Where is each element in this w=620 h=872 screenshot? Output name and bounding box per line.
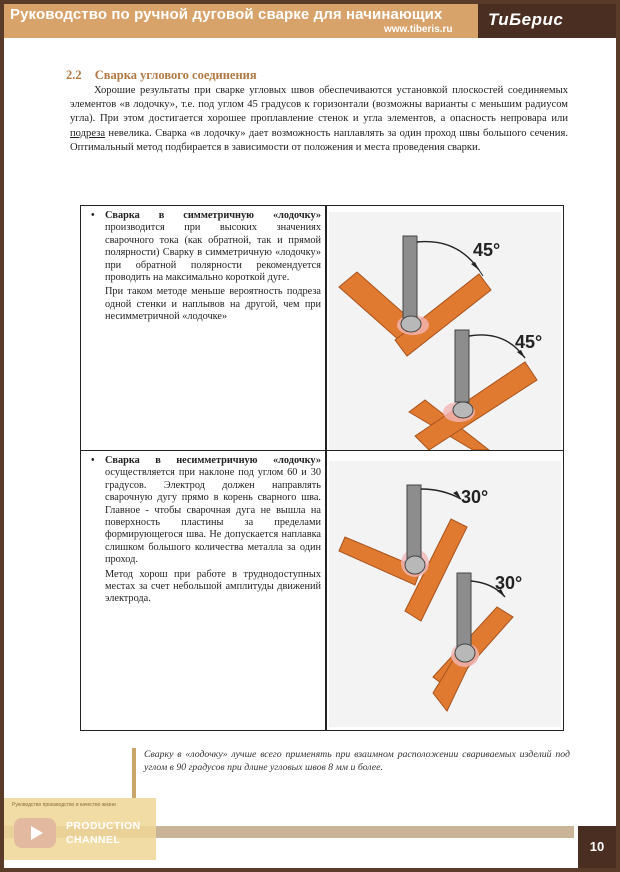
asymmetric-lead: Сварка в несимметричную «лодочку» xyxy=(105,455,321,466)
brand-logo-text: ТиБерис xyxy=(488,10,564,29)
intro-paragraph xyxy=(70,84,568,155)
note-callout xyxy=(132,748,570,798)
youtube-icon xyxy=(14,818,56,848)
symmetric-lead: Сварка в симметричную «лодочку» xyxy=(105,210,321,221)
page-number-box xyxy=(578,826,616,868)
table-row-symmetric xyxy=(81,206,563,451)
asymmetric-joint-top xyxy=(339,485,467,621)
watermark-line-1: PRODUCTION xyxy=(66,820,141,832)
note-text: Сварку в «лодочку» лучше всего применять при взаимном расположении свариваемых изделий под углом в 90 градусов при длине угловых швов 8 мм и более. xyxy=(144,749,570,773)
symmetric-description xyxy=(87,210,321,326)
asymmetric-description xyxy=(87,455,321,608)
asymmetric-text-2: Метод хорош при работе в труднодоступных местах за счет небольшой амплитуды движений электрода. xyxy=(105,568,321,605)
asymmetric-joint-bottom xyxy=(433,573,513,711)
watermark-line-2: CHANNEL xyxy=(66,834,121,846)
brand-logo xyxy=(478,4,616,38)
section-title: Сварка углового соединения xyxy=(94,68,257,82)
header-title: Руководство по ручной дуговой сварке для начинающих xyxy=(10,6,443,23)
symmetric-text-2: При таком методе меньше вероятность подреза одной стенки и наплывов на другой, чем при несимметричной «лодочке» xyxy=(105,286,321,323)
channel-watermark[interactable] xyxy=(4,798,156,860)
angle-label-asymmetric-bottom: 30° xyxy=(495,573,523,593)
intro-text-part-2: невелика. Сварка «в лодочку» дает возможность наплавлять за один проход швы большого сечения. Оптимальный метод подбирается в зависимости от положения и места проведения сварки. xyxy=(70,127,568,153)
angle-label-symmetric-bottom: 45° xyxy=(515,332,543,352)
symmetric-weld-illustration xyxy=(329,212,561,450)
page-number: 10 xyxy=(589,839,605,854)
section-heading xyxy=(66,68,257,83)
method-table xyxy=(80,205,564,731)
asymmetric-text-1: осуществляется при наклоне под углом 60 и 30 градусов. Электрод должен направлять сварочную дугу прямо в корень сварного шва. Главное - чтобы сварочная дуга не вышла на поверхность пластины за пределами формирующегося шва. Не допускается наплавка слишком большого количества металла за один проход. xyxy=(105,467,321,566)
section-number: 2.2 xyxy=(66,68,82,82)
header-url[interactable]: www.tiberis.ru xyxy=(384,24,453,35)
angle-label-asymmetric-top: 30° xyxy=(461,487,489,507)
asymmetric-weld-illustration xyxy=(329,461,561,727)
angle-label-symmetric-top: 45° xyxy=(473,240,501,260)
symmetric-text-1: производится при высоких значениях сварочного тока (как обратной, так и прямой полярности) Сварку в симметричную «лодочку» при обратной полярности рекомендуется проводить на максимально короткой дуге. xyxy=(105,222,321,284)
intro-text-part-1: Хорошие результаты при сварке угловых швов обеспечиваются установкой плоскостей соединяемых элементов «в лодочку», т.е. под углом 45 градусов к горизонтали (возможны варианты с меньшим радиусом угла). При этом достигается хорошее проплавление стенок и угла элементов, а опасность непровара или xyxy=(70,85,568,125)
table-row-asymmetric xyxy=(81,451,563,730)
watermark-caption: Руководство производство и качество жизни xyxy=(12,802,116,808)
intro-underlined-word: подреза xyxy=(70,127,106,139)
